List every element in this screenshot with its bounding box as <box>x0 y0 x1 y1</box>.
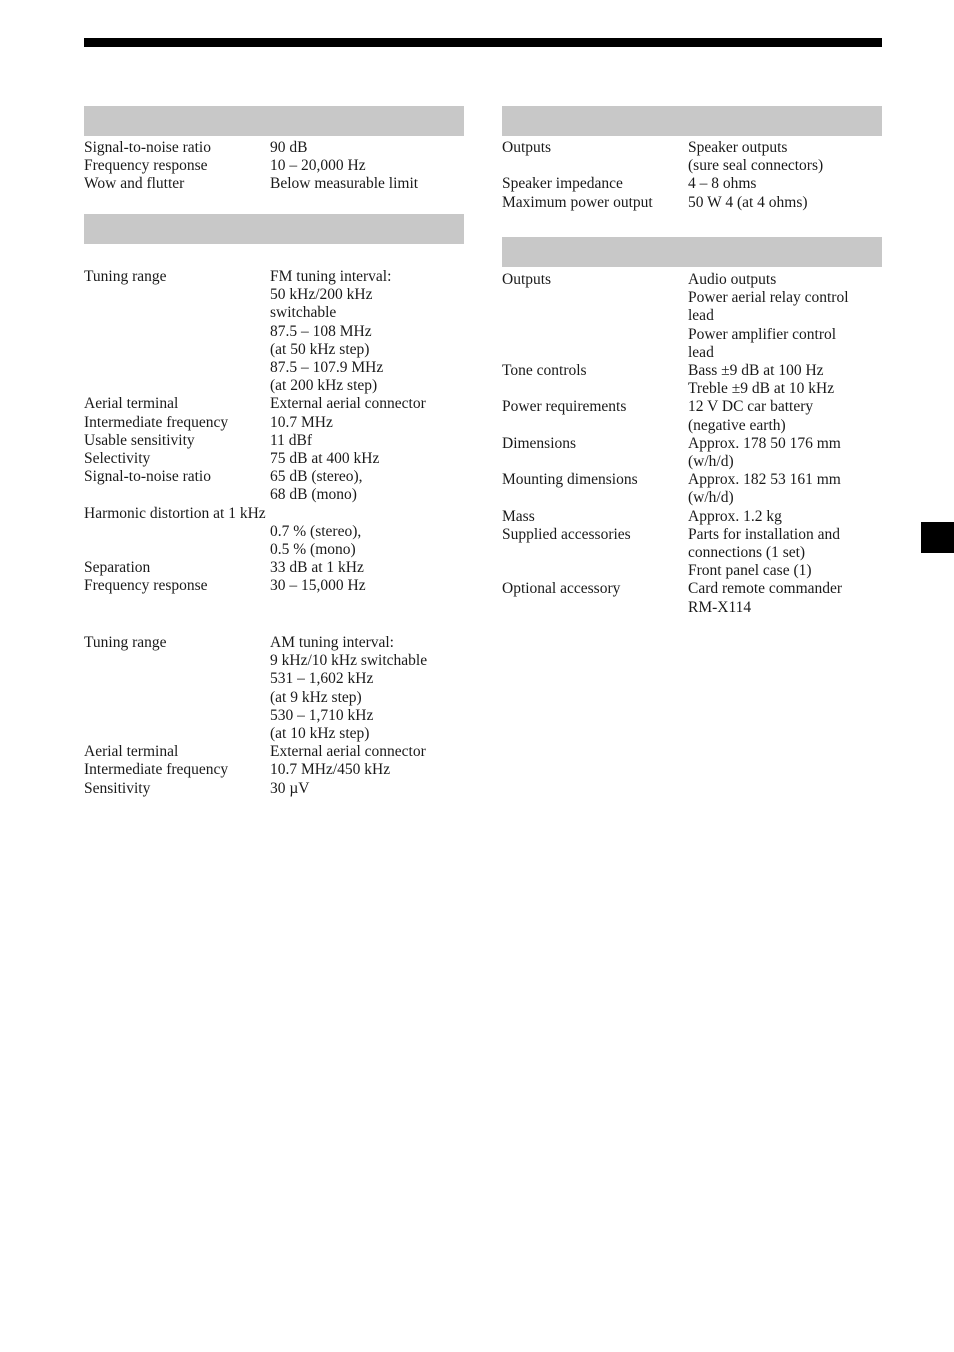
spec-value: 30 – 15,000 Hz <box>270 577 366 595</box>
spec-value: Power amplifier control <box>688 325 837 343</box>
spec-row <box>84 523 464 559</box>
spec-row <box>84 432 464 450</box>
spec-label: Mass <box>502 507 535 525</box>
spec-value: Card remote commander <box>688 580 843 598</box>
spec-value: (sure seal connectors) <box>688 157 824 175</box>
spec-value: Approx. 178 50 176 mm <box>688 434 841 452</box>
spec-row <box>502 139 882 175</box>
spec-row <box>502 435 882 471</box>
spec-label: Dimensions <box>502 434 577 452</box>
spec-value: 87.5 – 107.9 MHz <box>270 359 384 377</box>
spec-label: Supplied accessories <box>502 525 631 543</box>
spec-row <box>502 194 882 212</box>
spec-value: (at 10 kHz step) <box>270 725 370 743</box>
spec-row <box>84 780 464 798</box>
spec-row <box>502 508 882 526</box>
spec-value: 11 dBf <box>270 431 313 449</box>
amplifier-section-header-bar <box>502 106 882 136</box>
spec-value: (w/h/d) <box>688 453 734 471</box>
spec-label: Maximum power output <box>502 193 653 211</box>
spec-row <box>84 157 464 175</box>
spec-label: Aerial terminal <box>84 395 179 413</box>
spec-row <box>84 175 464 193</box>
spec-value: External aerial connector <box>270 743 426 761</box>
spec-value: Approx. 1.2 kg <box>688 507 782 525</box>
spec-value: Front panel case (1) <box>688 562 812 580</box>
spec-row <box>84 634 464 743</box>
spec-value: 50 W 4 (at 4 ohms) <box>688 193 808 211</box>
spec-row <box>502 398 882 434</box>
spec-value: 530 – 1,710 kHz <box>270 706 374 724</box>
spec-row <box>84 577 464 595</box>
spec-value: Below measurable limit <box>270 175 419 193</box>
spec-value: 10.7 MHz/450 kHz <box>270 761 391 779</box>
spec-value: lead <box>688 343 714 361</box>
spec-value: (negative earth) <box>688 416 786 434</box>
spec-row <box>84 743 464 761</box>
spec-row <box>84 139 464 157</box>
spec-value: Bass ±9 dB at 100 Hz <box>688 362 824 380</box>
general-spec-list <box>502 271 882 617</box>
spec-row <box>502 362 882 398</box>
spec-row <box>84 395 464 413</box>
spec-label: Intermediate frequency <box>84 761 229 779</box>
spec-value: Approx. 182 53 161 mm <box>688 471 841 489</box>
spec-value: 65 dB (stereo), <box>270 468 363 486</box>
spec-value: RM-X114 <box>688 598 752 616</box>
spec-value: 90 dB <box>270 139 308 156</box>
spec-row <box>84 414 464 432</box>
fm-spec-list <box>84 268 464 596</box>
spec-value: 9 kHz/10 kHz switchable <box>270 652 428 670</box>
spec-value: Speaker outputs <box>688 139 788 156</box>
spec-row <box>84 268 464 395</box>
spec-value: connections (1 set) <box>688 544 806 562</box>
tape-spec-list <box>84 139 464 194</box>
spec-value: Parts for installation and <box>688 525 840 543</box>
spec-label: Power requirements <box>502 398 627 416</box>
spec-value: lead <box>688 307 714 325</box>
spec-value: (w/h/d) <box>688 489 734 507</box>
spec-value: 10 – 20,000 Hz <box>270 157 366 175</box>
spec-value: 12 V DC car battery <box>688 398 814 416</box>
section-tab-marker <box>921 522 954 553</box>
spec-value: 68 dB (mono) <box>270 486 357 504</box>
spec-value: FM tuning interval: <box>270 268 392 285</box>
spec-label: Wow and flutter <box>84 175 185 193</box>
spec-value: 0.5 % (mono) <box>270 541 356 559</box>
top-rule <box>84 38 882 47</box>
spec-value: External aerial connector <box>270 395 426 413</box>
tape-section-header-bar <box>84 106 464 136</box>
spec-value: 50 kHz/200 kHz <box>270 286 373 304</box>
spec-value: switchable <box>270 304 337 322</box>
spec-row <box>502 580 882 616</box>
am-spec-list <box>84 634 464 798</box>
spec-value: 87.5 – 108 MHz <box>270 322 372 340</box>
spec-value: 0.7 % (stereo), <box>270 522 362 540</box>
spec-label: Separation <box>84 559 151 577</box>
spec-row <box>84 559 464 577</box>
spec-row <box>502 526 882 581</box>
spec-label: Tone controls <box>502 362 587 380</box>
spec-label: Harmonic distortion at 1 kHz <box>84 504 266 522</box>
tuner-section-header-bar <box>84 214 464 244</box>
spec-value: 30 µV <box>270 779 310 797</box>
spec-row <box>502 175 882 193</box>
spec-label: Signal-to-noise ratio <box>84 139 211 156</box>
spec-label: Frequency response <box>84 577 208 595</box>
spec-label: Tuning range <box>84 268 167 285</box>
spec-value: AM tuning interval: <box>270 634 394 651</box>
spec-label: Sensitivity <box>84 779 151 797</box>
spec-label: Optional accessory <box>502 580 621 598</box>
spec-row <box>84 468 464 504</box>
general-section-header-bar <box>502 237 882 267</box>
spec-value: (at 9 kHz step) <box>270 688 362 706</box>
spec-label: Aerial terminal <box>84 743 179 761</box>
spec-value: Treble ±9 dB at 10 kHz <box>688 380 835 398</box>
spec-label: Frequency response <box>84 157 208 175</box>
spec-value: (at 200 kHz step) <box>270 377 378 395</box>
spec-label: Tuning range <box>84 634 167 651</box>
spec-row <box>84 761 464 779</box>
spec-value: 531 – 1,602 kHz <box>270 670 374 688</box>
spec-value: 10.7 MHz <box>270 413 333 431</box>
spec-value: 75 dB at 400 kHz <box>270 450 380 468</box>
spec-row <box>84 450 464 468</box>
spec-value: 33 dB at 1 kHz <box>270 559 364 577</box>
spec-row <box>84 505 464 523</box>
spec-label: Signal-to-noise ratio <box>84 468 211 486</box>
spec-value: Audio outputs <box>688 271 777 288</box>
spec-value: Power aerial relay control <box>688 289 849 307</box>
amplifier-spec-list <box>502 139 882 212</box>
spec-value: 4 – 8 ohms <box>688 175 757 193</box>
spec-row <box>502 471 882 507</box>
spec-value: (at 50 kHz step) <box>270 340 370 358</box>
spec-label: Usable sensitivity <box>84 431 195 449</box>
spec-label: Mounting dimensions <box>502 471 638 489</box>
spec-label: Speaker impedance <box>502 175 623 193</box>
spec-label: Intermediate frequency <box>84 413 229 431</box>
spec-label: Outputs <box>502 139 552 156</box>
spec-row <box>502 271 882 362</box>
spec-label: Selectivity <box>84 450 151 468</box>
spec-label: Outputs <box>502 271 552 288</box>
